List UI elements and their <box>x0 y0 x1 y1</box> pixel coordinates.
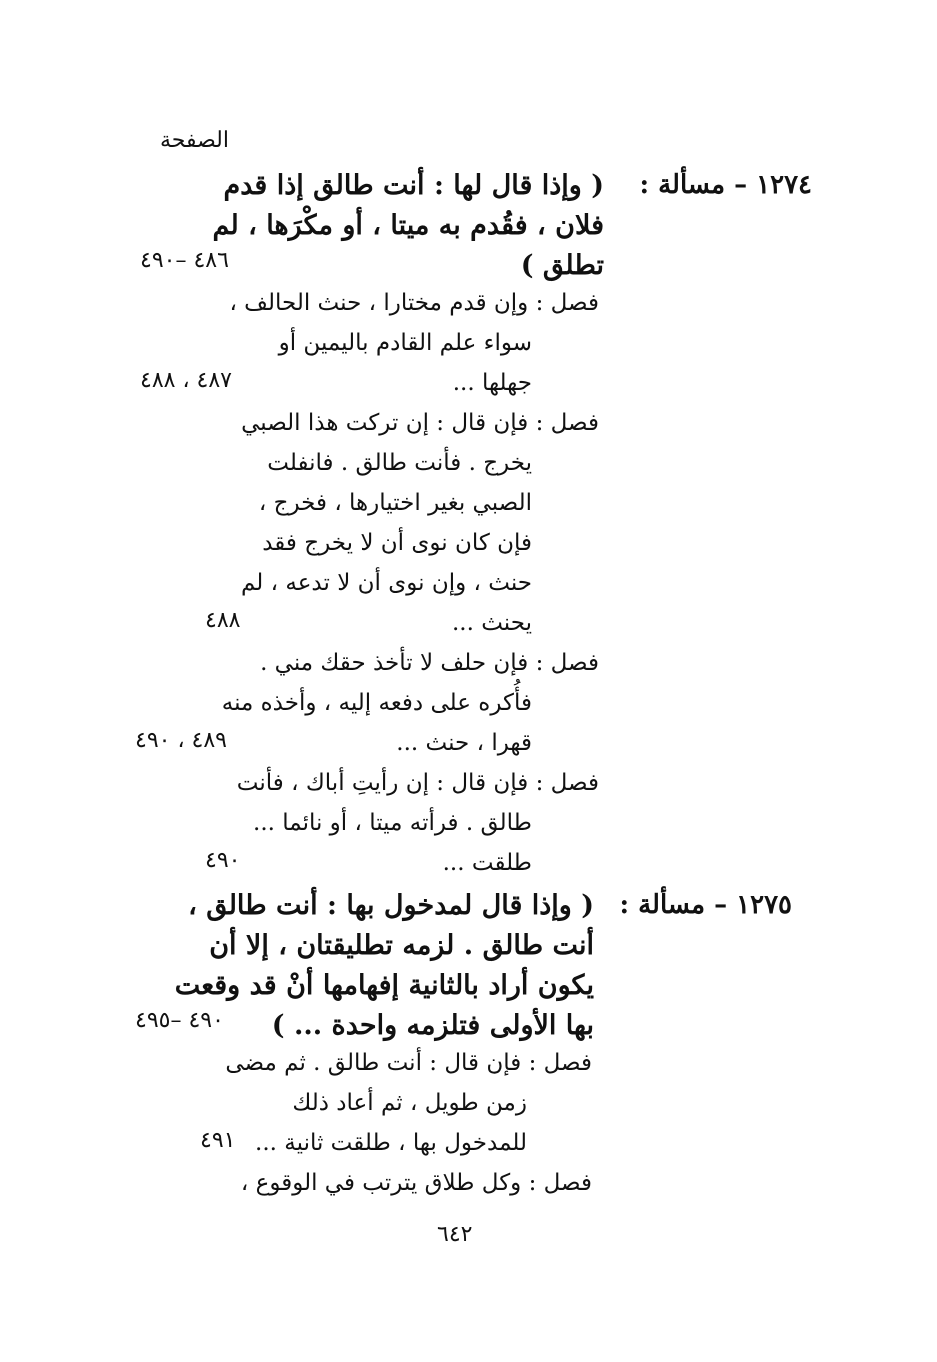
question-line: بها الأولى فتلزمه واحدة ... ) <box>271 1010 594 1041</box>
section-line: قهرا ، حنث ... <box>396 730 532 756</box>
section-line: للمدخول بها ، طلقت ثانية ... <box>255 1130 527 1156</box>
question-line: فلان ، فقُدم به ميتا ، أو مكْرَها ، لم <box>212 210 604 241</box>
section-line: الصبي بغير اختيارها ، فخرج ، <box>258 490 532 516</box>
question-line: ( وإذا قال لمدخول بها : أنت طالق ، <box>188 890 594 921</box>
section-line: يحنث ... <box>451 610 532 636</box>
page-reference: ٤٩٠ <box>205 848 241 873</box>
section-line: طالق . فرأته ميتا ، أو نائما ... <box>253 810 532 836</box>
page-reference: ٤٨٨ <box>205 608 241 633</box>
section-line: فصل : فإن قال : أنت طالق . ثم مضى <box>225 1050 592 1076</box>
section-line: سواء علم القادم باليمين أو <box>278 330 532 356</box>
section-line: طلقت ... <box>442 850 532 876</box>
section-line: فأُكره على دفعه إليه ، وأخذه منه <box>221 690 532 716</box>
section-line: فإن كان نوى أن لا يخرج فقد <box>262 530 532 556</box>
question-line: يكون أراد بالثانية إفهامها أنْ قد وقعت <box>174 970 594 1001</box>
page-column-header: الصفحة <box>159 128 229 153</box>
page-reference: ٤٨٦ –٤٩٠ <box>140 248 229 273</box>
question-line: أنت طالق . لزمه تطليقتان ، إلا أن <box>209 930 594 961</box>
question-line: ( وإذا قال لها : أنت طالق إذا قدم <box>223 170 604 201</box>
section-line: فصل : فإن حلف لا تأخذ حقك مني . <box>260 650 599 676</box>
issue-heading: ١٢٧٤ – مسألة : <box>639 170 812 200</box>
page-number: ٦٤٢ <box>437 1222 473 1247</box>
page-reference: ٤٩١ <box>200 1128 236 1153</box>
issue-heading: ١٢٧٥ – مسألة : <box>619 890 792 920</box>
section-line: زمن طويل ، ثم أعاد ذلك <box>292 1090 527 1116</box>
page-reference: ٤٩٠ –٤٩٥ <box>135 1008 224 1033</box>
section-line: حنث ، وإن نوى أن لا تدعه ، لم <box>241 570 532 596</box>
section-line: فصل : فإن قال : إن رأيتِ أباك ، فأنت <box>236 770 599 796</box>
page-reference: ٤٨٩ ، ٤٩٠ <box>135 728 227 753</box>
page-reference: ٤٨٧ ، ٤٨٨ <box>140 368 232 393</box>
question-line: تطلق ) <box>520 250 604 281</box>
section-line: فصل : فإن قال : إن تركت هذا الصبي <box>241 410 599 436</box>
section-line: جهلها ... <box>452 370 532 396</box>
section-line: فصل : وإن قدم مختارا ، حنث الحالف ، <box>229 290 599 316</box>
section-line: يخرج . فأنت طالق . فانفلت <box>267 450 532 476</box>
section-line: فصل : وكل طلاق يترتب في الوقوع ، <box>240 1170 592 1196</box>
